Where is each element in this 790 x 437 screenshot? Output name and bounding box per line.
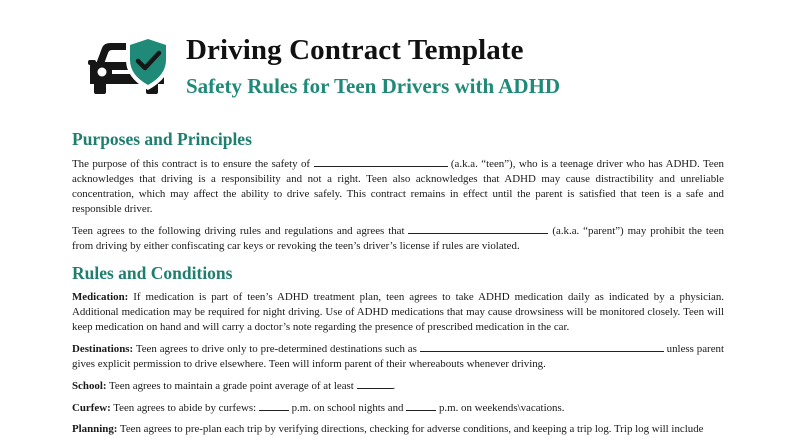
page-title: Driving Contract Template: [186, 34, 524, 66]
text-run: (a.k.a. “teen”), who is a teenage driver who has ADHD. Teen acknowledges that driving is a responsibility and not a right. Teen also acknowledges that ADHD may cause distractibility and unreliable concentration, which may affect the ability to drive safely. This contract remains in effect until the parent is satisfied that teen is a safe and responsible driver.: [72, 158, 724, 215]
rule-destinations: [72, 341, 724, 372]
section-heading-purposes: Purposes and Principles: [72, 129, 252, 149]
text-run: Teen agrees to drive only to pre-determined destinations such as: [133, 343, 420, 355]
page-subtitle: Safety Rules for Teen Drivers with ADHD: [186, 74, 561, 98]
text-run: .: [392, 380, 396, 392]
purposes-paragraph-1: [72, 156, 724, 217]
text-run: Teen agrees to pre-plan each trip by verifying directions, checking for adverse conditions, and keeping a trip log. Trip log will include: [117, 423, 704, 435]
rule-medication: [72, 290, 724, 335]
parent-name-blank[interactable]: [408, 223, 548, 234]
document-header: [88, 34, 648, 104]
text-run: Teen agrees to the following driving rules and regulations and agrees that: [72, 225, 409, 237]
rule-planning: [72, 422, 724, 437]
rule-label: Medication:: [72, 291, 129, 303]
document-body: [72, 128, 724, 437]
car-shield-check-icon: [88, 34, 180, 98]
purposes-paragraph-2: [72, 223, 724, 254]
teen-name-blank[interactable]: [314, 156, 448, 167]
text-run: unless parent gives explicit permission to drive elsewhere. Teen will inform parent of their whereabouts whenever driving.: [72, 343, 724, 370]
text-run: p.m. on school nights and: [288, 402, 407, 414]
school-night-curfew-blank[interactable]: [259, 400, 289, 411]
gpa-blank[interactable]: [357, 378, 393, 389]
text-run: The purpose of this contract is to ensure the safety of: [72, 158, 314, 170]
rule-label: Planning:: [72, 423, 118, 435]
rule-school: [72, 378, 724, 394]
destinations-blank[interactable]: [420, 341, 664, 352]
rule-curfew: [72, 400, 724, 416]
text-run: p.m. on weekends\vacations.: [436, 402, 565, 414]
rule-label: Destinations:: [72, 343, 134, 355]
section-heading-rules: Rules and Conditions: [72, 263, 233, 283]
text-run: If medication is part of teen’s ADHD treatment plan, teen agrees to take ADHD medication daily as indicated by a physician. Additional medication may be required for night driving. Use of ADHD medications that may cause drowsiness will be monitored closely. Teen will keep medication on hand and will carry a doctor’s note regarding the presence of prescribed medication in the car.: [72, 291, 724, 333]
text-run: (a.k.a. “parent”) may prohibit the teen from driving by either confiscating car keys or revoking the teen’s driver’s license if rules are violated.: [72, 225, 724, 252]
text-run: Teen agrees to abide by curfews:: [110, 402, 259, 414]
rule-label: School:: [72, 380, 107, 392]
text-run: Teen agrees to maintain a grade point average of at least: [106, 380, 357, 392]
rule-label: Curfew:: [72, 402, 111, 414]
weekend-curfew-blank[interactable]: [406, 400, 436, 411]
